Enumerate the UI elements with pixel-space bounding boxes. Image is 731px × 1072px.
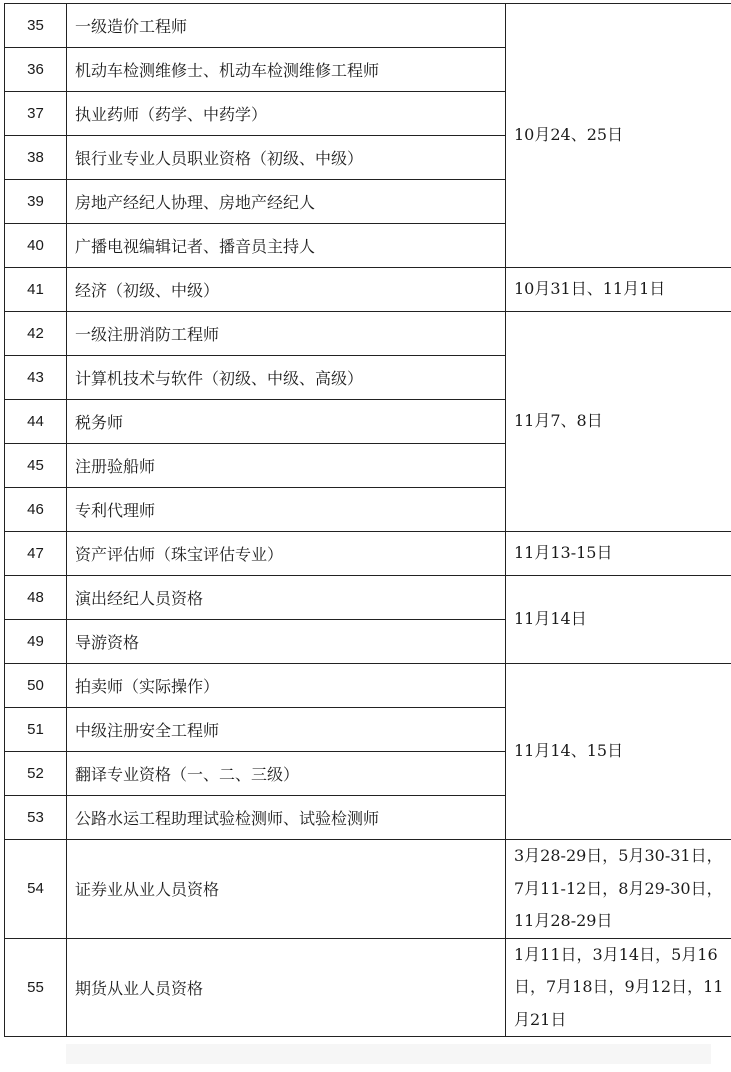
row-number: 45 (5, 444, 67, 488)
exam-name: 拍卖师（实际操作） (67, 664, 506, 708)
row-number: 50 (5, 664, 67, 708)
exam-date: 3月28-29日，5月30-31日，7月11-12日，8月29-30日，11月28-29日 (506, 840, 731, 939)
exam-name: 专利代理师 (67, 488, 506, 532)
exam-name: 资产评估师（珠宝评估专业） (67, 532, 506, 576)
row-number: 53 (5, 796, 67, 840)
row-number: 51 (5, 708, 67, 752)
bottom-shadow-strip (66, 1044, 711, 1064)
exam-name: 公路水运工程助理试验检测师、试验检测师 (67, 796, 506, 840)
table-row (5, 4, 731, 48)
exam-name: 期货从业人员资格 (67, 938, 506, 1037)
exam-name: 演出经纪人员资格 (67, 576, 506, 620)
exam-date: 10月31日、11月1日 (506, 268, 731, 312)
table-row (5, 532, 731, 576)
row-number: 43 (5, 356, 67, 400)
table-row (5, 268, 731, 312)
row-number: 36 (5, 48, 67, 92)
table-row (5, 840, 731, 939)
table-row (5, 664, 731, 708)
exam-name: 经济（初级、中级） (67, 268, 506, 312)
row-number: 47 (5, 532, 67, 576)
exam-name: 计算机技术与软件（初级、中级、高级） (67, 356, 506, 400)
exam-date: 10月24、25日 (506, 4, 731, 268)
row-number: 52 (5, 752, 67, 796)
table-row (5, 576, 731, 620)
row-number: 48 (5, 576, 67, 620)
row-number: 55 (5, 938, 67, 1037)
exam-date: 11月7、8日 (506, 312, 731, 532)
exam-name: 证券业从业人员资格 (67, 840, 506, 939)
exam-name: 翻译专业资格（一、二、三级） (67, 752, 506, 796)
exam-date: 11月13-15日 (506, 532, 731, 576)
exam-name: 一级造价工程师 (67, 4, 506, 48)
row-number: 49 (5, 620, 67, 664)
row-number: 54 (5, 840, 67, 939)
exam-date: 11月14日 (506, 576, 731, 664)
exam-name: 银行业专业人员职业资格（初级、中级） (67, 136, 506, 180)
row-number: 41 (5, 268, 67, 312)
row-number: 37 (5, 92, 67, 136)
exam-name: 一级注册消防工程师 (67, 312, 506, 356)
exam-name: 房地产经纪人协理、房地产经纪人 (67, 180, 506, 224)
exam-name: 税务师 (67, 400, 506, 444)
exam-name: 执业药师（药学、中药学） (67, 92, 506, 136)
exam-name: 机动车检测维修士、机动车检测维修工程师 (67, 48, 506, 92)
exam-schedule-table-container (4, 3, 724, 1037)
exam-schedule-table (4, 3, 731, 1037)
table-row (5, 938, 731, 1037)
row-number: 46 (5, 488, 67, 532)
row-number: 40 (5, 224, 67, 268)
row-number: 38 (5, 136, 67, 180)
row-number: 35 (5, 4, 67, 48)
exam-name: 注册验船师 (67, 444, 506, 488)
exam-date: 11月14、15日 (506, 664, 731, 840)
exam-name: 导游资格 (67, 620, 506, 664)
exam-name: 中级注册安全工程师 (67, 708, 506, 752)
exam-name: 广播电视编辑记者、播音员主持人 (67, 224, 506, 268)
exam-date: 1月11日，3月14日，5月16日，7月18日，9月12日，11月21日 (506, 938, 731, 1037)
row-number: 42 (5, 312, 67, 356)
row-number: 44 (5, 400, 67, 444)
row-number: 39 (5, 180, 67, 224)
table-row (5, 312, 731, 356)
exam-schedule-body (5, 4, 731, 1037)
